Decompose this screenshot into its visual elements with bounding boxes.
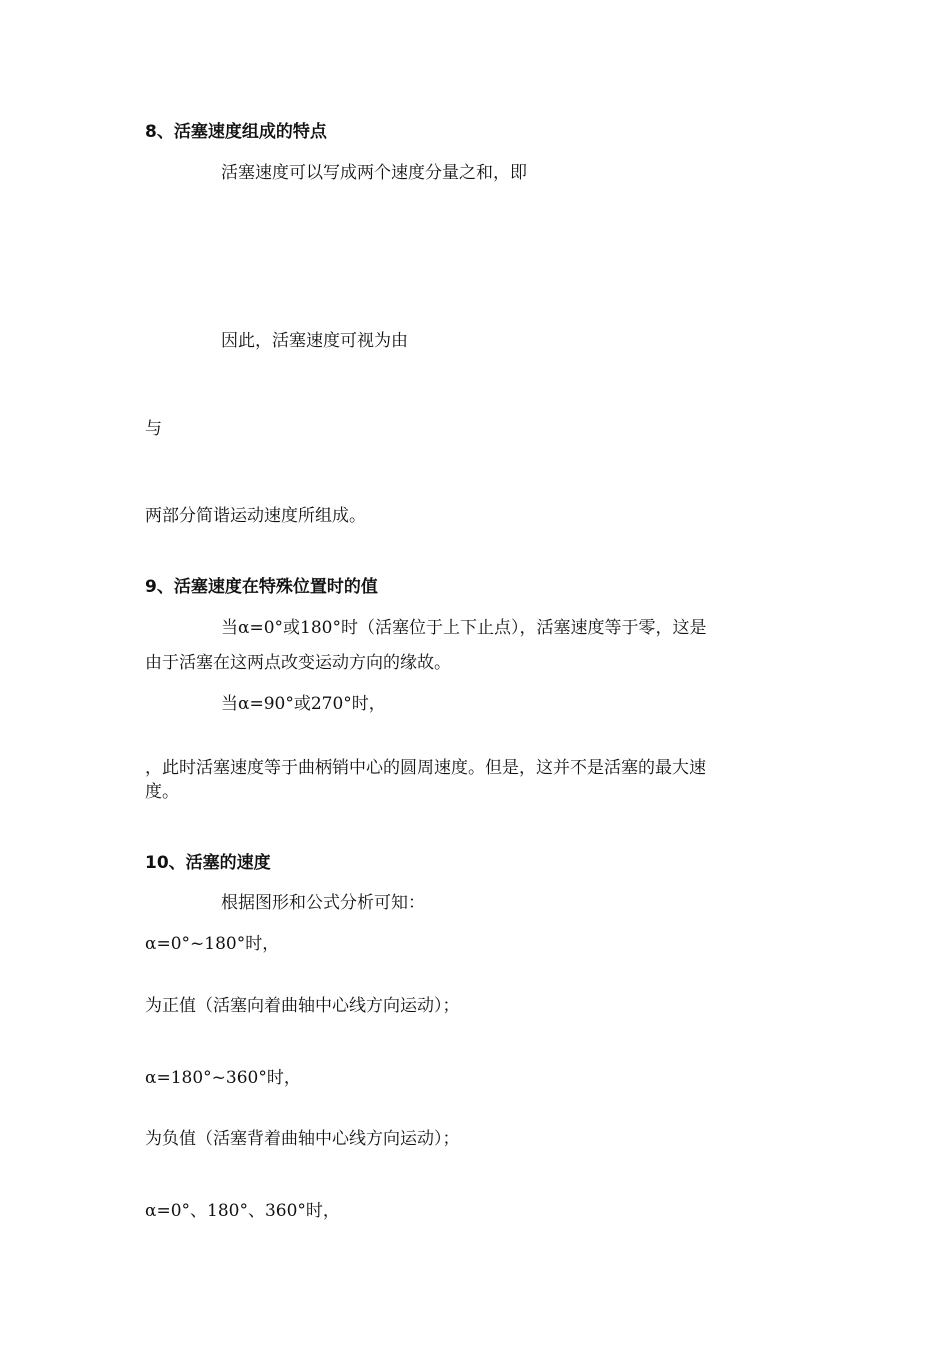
section-10-line-2: α=0°~180°时， [145,934,280,954]
section-9-line-5: 度。 [145,782,179,802]
section-10-line-4: α=180°~360°时， [145,1068,301,1088]
section-9-heading: 9、活塞速度在特殊位置时的值 [145,577,378,597]
section-8-line-4: 两部分简谐运动速度所组成。 [145,506,366,526]
section-8-heading: 8、活塞速度组成的特点 [145,122,327,142]
section-9-line-1: 当α=0°或180°时（活塞位于上下止点），活塞速度等于零，这是 [221,618,707,638]
section-9-line-4: ，此时活塞速度等于曲柄销中心的圆周速度。但是，这并不是活塞的最大速 [145,758,706,778]
section-9-line-3: 当α=90°或270°时， [221,694,386,714]
section-8-line-1: 活塞速度可以写成两个速度分量之和，即 [221,163,527,183]
section-10-line-6: α=0°、180°、360°时， [145,1201,340,1221]
section-10-heading: 10、活塞的速度 [145,853,271,873]
section-8-line-3: 与 [145,419,162,439]
section-10-line-3: 为正值（活塞向着曲轴中心线方向运动）； [145,996,460,1016]
section-10-line-5: 为负值（活塞背着曲轴中心线方向运动）； [145,1129,460,1149]
section-9-line-2: 由于活塞在这两点改变运动方向的缘故。 [145,653,451,673]
section-10-line-1: 根据图形和公式分析可知： [221,893,425,913]
section-8-line-2: 因此，活塞速度可视为由 [221,331,408,351]
